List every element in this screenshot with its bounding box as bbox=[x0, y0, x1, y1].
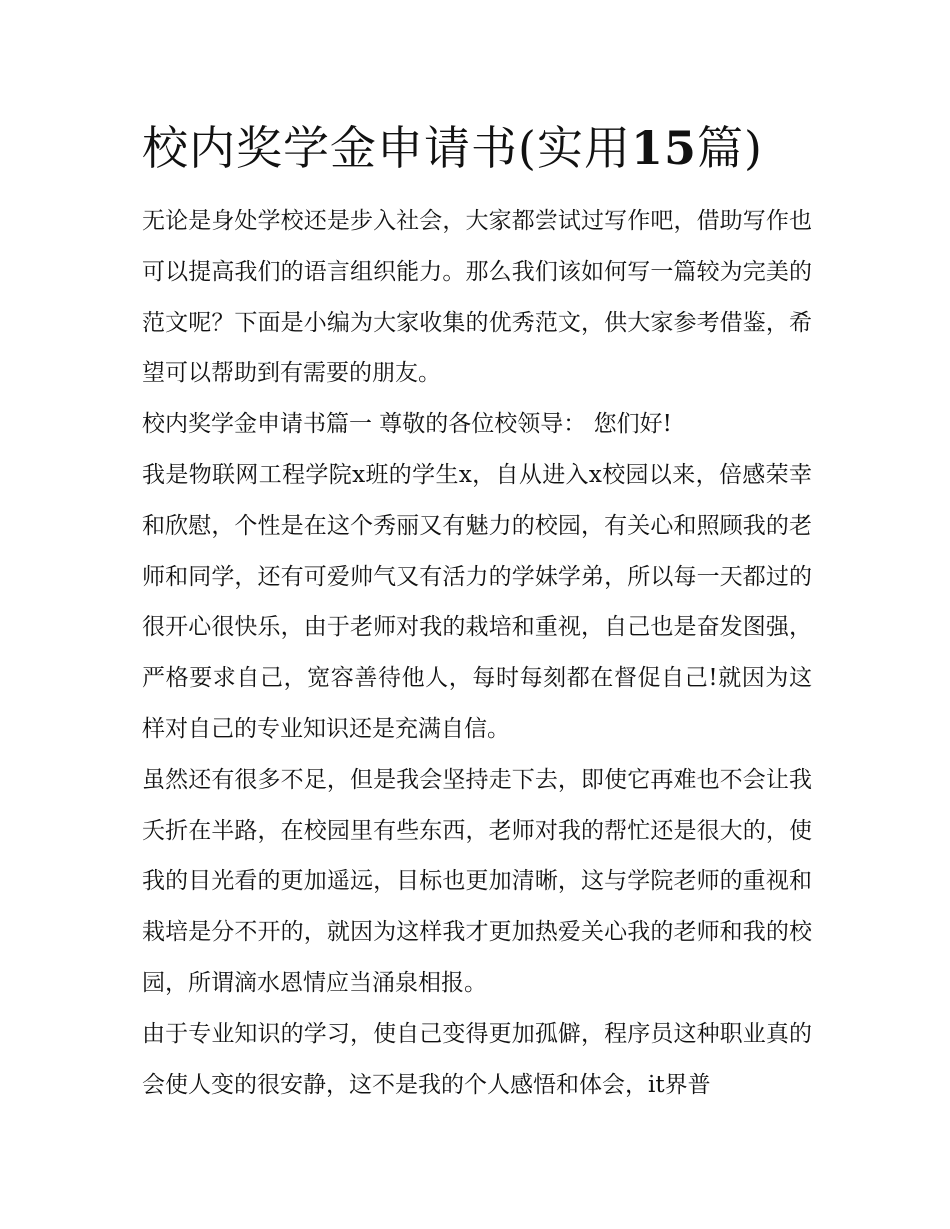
title-number: 15 bbox=[630, 121, 697, 175]
document-body bbox=[142, 118, 812, 1110]
paragraph-body-3: 由于专业知识的学习，使自己变得更加孤僻，程序员这种职业真的会使人变的很安静，这不是我的个人感悟和体会，it界普 bbox=[142, 1020, 812, 1098]
paragraph-body-2: 虽然还有很多不足，但是我会坚持走下去，即使它再难也不会让我夭折在半路，在校园里有些东西，老师对我的帮忙还是很大的，使我的目光看的更加遥远，目标也更加清晰，这与学院老师的重视和栽培是分不开的，就因为这样我才更加热爱关心我的老师和我的校园，所谓滴水恩情应当涌泉相报。 bbox=[142, 766, 812, 996]
document-title bbox=[142, 118, 812, 178]
paragraph-intro: 无论是身处学校还是步入社会，大家都尝试过写作吧，借助写作也可以提高我们的语言组织能力。那么我们该如何写一篇较为完美的范文呢？下面是小编为大家收集的优秀范文，供大家参考借鉴，希望可以帮助到有需要的朋友。 bbox=[142, 208, 812, 387]
title-suffix: 篇) bbox=[696, 121, 763, 175]
title-prefix: 校内奖学金申请书(实用 bbox=[142, 121, 631, 175]
paragraph-greeting: 校内奖学金申请书篇一 尊敬的各位校领导： 您们好! bbox=[142, 411, 672, 438]
paragraph-body-1: 我是物联网工程学院x班的学生x，自从进入x校园以来，倍感荣幸和欣慰，个性是在这个秀丽又有魅力的校园，有关心和照顾我的老师和同学，还有可爱帅气又有活力的学妹学弟，所以每一天都过的很开心很快乐，由于老师对我的栽培和重视，自己也是奋发图强，严格要求自己，宽容善待他人，每时每刻都在督促自己!就因为这样对自己的专业知识还是充满自信。 bbox=[142, 461, 812, 742]
